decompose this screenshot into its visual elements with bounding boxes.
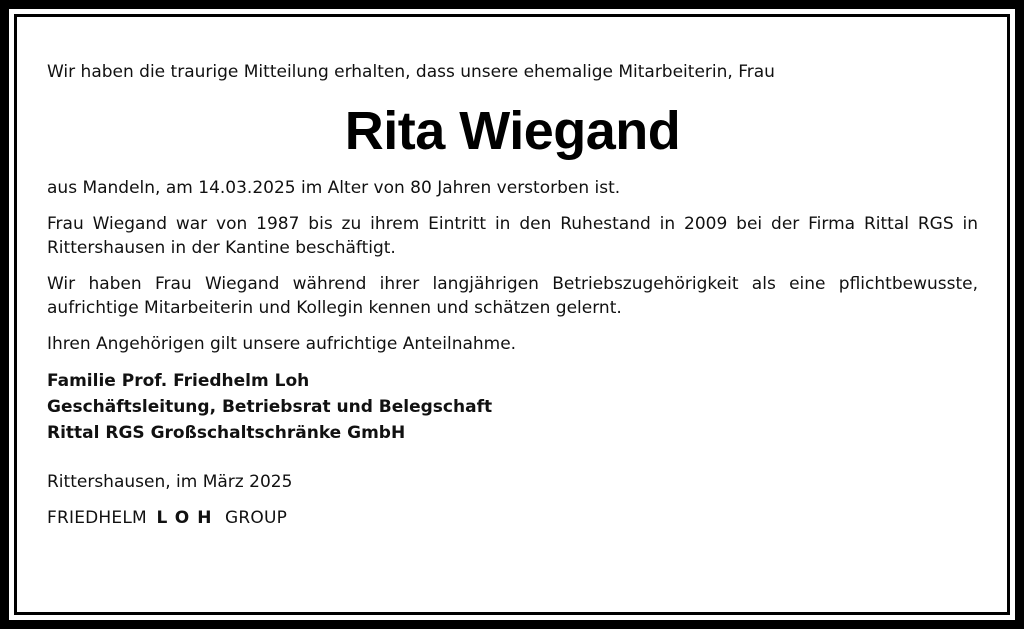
logo-middle-text: LOH bbox=[156, 508, 220, 528]
obituary-notice bbox=[47, 60, 978, 530]
intro-text: Wir haben die traurige Mitteilung erhalten, dass unsere ehemalige Mitarbeiterin, Frau bbox=[47, 62, 775, 82]
paragraph-appreciation: Wir haben Frau Wiegand während ihrer langjährigen Betriebszugehörigkeit als eine pflichtbewusste, aufrichtige Mitarbeiterin und Kollegin kennen und schätzen gelernt. bbox=[47, 274, 978, 318]
paragraph-death-info: aus Mandeln, am 14.03.2025 im Alter von 80 Jahren verstorben ist. bbox=[47, 178, 621, 198]
signer-company: Rittal RGS Großschaltschränke GmbH bbox=[47, 423, 406, 443]
paragraph-employment: Frau Wiegand war von 1987 bis zu ihrem Eintritt in den Ruhestand in 2009 bei der Firma Rittal RGS in Rittershausen in der Kantine beschäftigt. bbox=[47, 214, 978, 258]
logo-left-text: FRIEDHELM bbox=[47, 508, 147, 528]
logo-right-text: GROUP bbox=[225, 508, 288, 528]
place-date: Rittershausen, im März 2025 bbox=[47, 472, 293, 492]
deceased-name: Rita Wiegand bbox=[344, 101, 681, 161]
company-logo bbox=[47, 506, 978, 530]
signer-family: Familie Prof. Friedhelm Loh bbox=[47, 371, 310, 391]
signer-management: Geschäftsleitung, Betriebsrat und Belegschaft bbox=[47, 397, 493, 417]
paragraph-condolence: Ihren Angehörigen gilt unsere aufrichtige Anteilnahme. bbox=[47, 334, 517, 354]
signers-block bbox=[47, 368, 978, 446]
